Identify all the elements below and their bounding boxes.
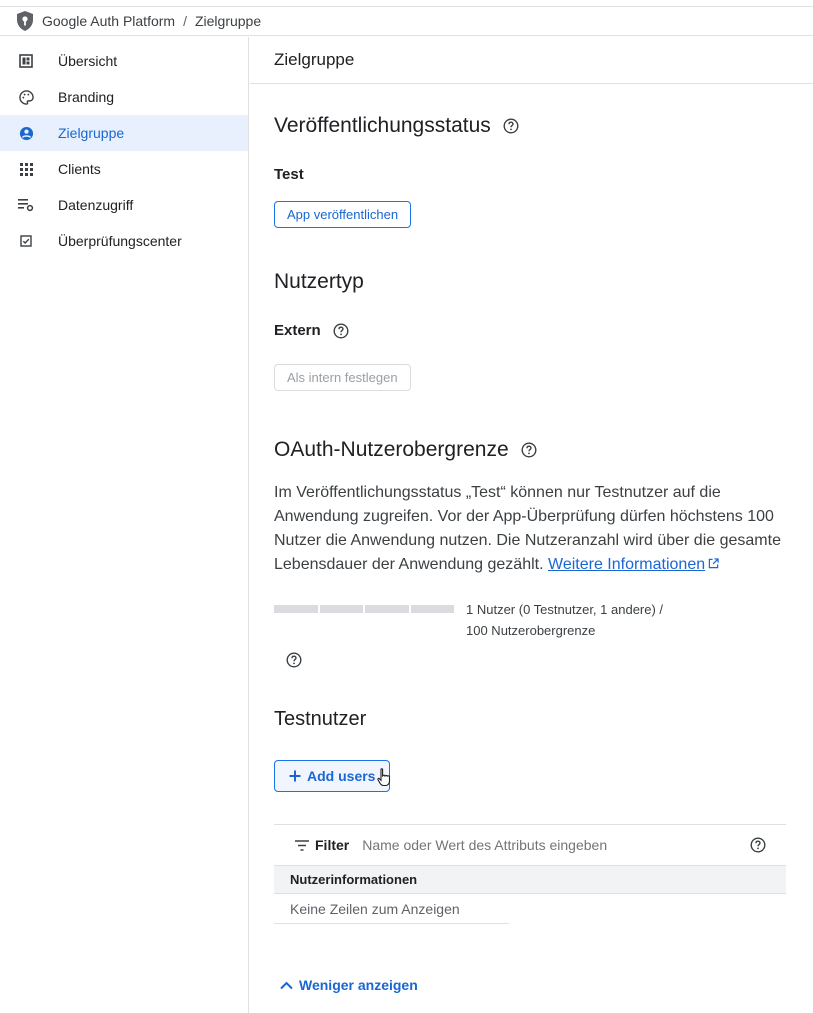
page-title: Zielgruppe bbox=[250, 37, 813, 84]
publish-app-button[interactable]: App veröffentlichen bbox=[274, 201, 411, 228]
top-bar bbox=[0, 6, 813, 36]
user-type-row bbox=[274, 322, 349, 339]
sidebar-item-data-access[interactable] bbox=[0, 187, 248, 223]
sidebar-item-overview[interactable] bbox=[0, 43, 248, 79]
column-header-user-info[interactable]: Nutzerinformationen bbox=[290, 872, 418, 887]
filter-label[interactable]: Filter bbox=[315, 837, 350, 853]
checkbox-icon bbox=[18, 233, 34, 249]
learn-more-link[interactable] bbox=[548, 556, 705, 573]
show-less-button[interactable] bbox=[280, 977, 418, 993]
sidebar-item-label: Branding bbox=[58, 89, 115, 105]
empty-table-text: Keine Zeilen zum Anzeigen bbox=[290, 900, 460, 917]
sidebar-item-label: Zielgruppe bbox=[58, 125, 125, 141]
table-header bbox=[274, 866, 786, 894]
external-link-icon bbox=[708, 553, 719, 577]
list-settings-icon bbox=[18, 197, 34, 213]
help-icon[interactable] bbox=[333, 323, 349, 339]
filter-icon[interactable] bbox=[295, 840, 309, 851]
sidebar-item-audience[interactable] bbox=[0, 115, 248, 151]
main-content bbox=[250, 37, 813, 1013]
publishing-status-heading bbox=[274, 114, 519, 138]
sidebar-item-verification-center[interactable] bbox=[0, 223, 248, 259]
publishing-status-value: Test bbox=[274, 166, 304, 183]
grid-icon bbox=[18, 161, 34, 177]
add-users-label: Add users bbox=[307, 768, 376, 784]
help-icon[interactable] bbox=[521, 442, 537, 458]
dashboard-icon bbox=[18, 53, 34, 69]
add-users-button[interactable] bbox=[274, 760, 390, 792]
sidebar-item-label: Überprüfungscenter bbox=[58, 233, 182, 249]
oauth-cap-title: OAuth-Nutzerobergrenze bbox=[274, 438, 509, 461]
user-cap-usage bbox=[466, 599, 663, 641]
account-circle-icon bbox=[18, 125, 34, 141]
help-icon[interactable] bbox=[286, 652, 302, 668]
sidebar-item-label: Datenzugriff bbox=[58, 197, 134, 213]
breadcrumb-product[interactable]: Google Auth Platform bbox=[42, 13, 176, 29]
publishing-status-title: Veröffentlichungsstatus bbox=[274, 114, 491, 137]
plus-icon bbox=[289, 770, 301, 782]
breadcrumb-current: Zielgruppe bbox=[194, 13, 262, 29]
user-type-heading: Nutzertyp bbox=[274, 270, 364, 293]
sidebar-item-branding[interactable] bbox=[0, 79, 248, 115]
sidebar-item-clients[interactable] bbox=[0, 151, 248, 187]
table-empty-row bbox=[274, 894, 509, 924]
sidebar bbox=[0, 37, 249, 1013]
palette-icon bbox=[18, 89, 34, 105]
oauth-cap-text: Im Veröffentlichungsstatus „Test“ können nur Testnutzer auf die Anwendung zugreifen. Vor der App-Überprüfung dürfen höchstens 100 Nutzer die Anwendung nutzen. Die Nutzeranzahl wird über die gesamte Lebensdauer der Anwendung gezählt. bbox=[274, 484, 781, 573]
filter-input[interactable] bbox=[362, 837, 722, 853]
test-users-heading: Testnutzer bbox=[274, 708, 367, 730]
hand-cursor-icon bbox=[377, 768, 391, 793]
user-type-value: Extern bbox=[274, 322, 321, 339]
oauth-cap-description bbox=[274, 481, 784, 577]
breadcrumb-separator: / bbox=[183, 13, 187, 29]
chevron-up-icon bbox=[280, 981, 293, 990]
set-internal-button[interactable]: Als intern festlegen bbox=[274, 364, 411, 391]
help-icon[interactable] bbox=[503, 118, 519, 134]
help-icon[interactable] bbox=[750, 837, 766, 853]
shield-key-icon bbox=[16, 10, 36, 32]
show-less-label: Weniger anzeigen bbox=[299, 977, 418, 993]
sidebar-item-label: Übersicht bbox=[58, 53, 118, 69]
oauth-cap-heading bbox=[274, 438, 537, 462]
learn-more-link-text: Weitere Informationen bbox=[548, 556, 706, 573]
sidebar-item-label: Clients bbox=[58, 161, 101, 177]
filter-bar bbox=[274, 824, 786, 866]
usage-line-1: 1 Nutzer (0 Testnutzer, 1 andere) / bbox=[466, 602, 664, 617]
usage-line-2: 100 Nutzerobergrenze bbox=[466, 623, 596, 638]
user-cap-progress bbox=[274, 605, 454, 613]
